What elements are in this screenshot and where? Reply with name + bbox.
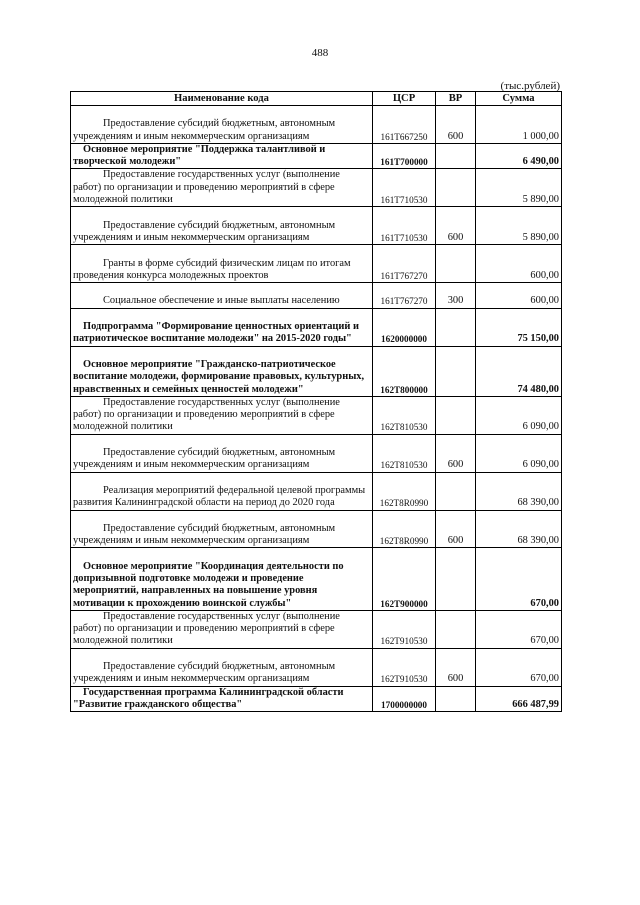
table-row [71,548,562,611]
row-name-cell: Предоставление субсидий бюджетным, автономным учреждениям и иным некоммерческим организациям [71,207,373,245]
row-name-cell: Реализация мероприятий федеральной целевой программы развития Калининградской области на период до 2020 года [71,472,373,510]
row-name-cell: Подпрограмма "Формирование ценностных ориентаций и патриотическое воспитание молодежи" на 2015-2020 годы" [71,308,373,346]
row-csr-cell: 162Т910530 [373,610,436,648]
header-name: Наименование кода [71,92,373,106]
row-vr-cell: 600 [436,510,476,548]
row-vr-cell [436,169,476,207]
row-vr-cell [436,472,476,510]
row-sum-cell: 5 890,00 [476,207,562,245]
row-name-cell: Предоставление субсидий бюджетным, автономным учреждениям и иным некоммерческим организациям [71,434,373,472]
table-row [71,686,562,712]
row-sum-cell: 6 490,00 [476,143,562,169]
row-name-cell: Основное мероприятие "Поддержка талантливой и творческой молодежи" [71,143,373,169]
header-csr: ЦСР [373,92,436,106]
row-csr-cell: 161Т700000 [373,143,436,169]
table-header-row [71,92,562,106]
table-row [71,396,562,434]
row-csr-cell: 161Т710530 [373,169,436,207]
row-csr-cell: 161Т767270 [373,283,436,309]
row-vr-cell [436,396,476,434]
row-csr-cell: 162Т810530 [373,396,436,434]
row-sum-cell: 5 890,00 [476,169,562,207]
table-row [71,283,562,309]
row-sum-cell: 74 480,00 [476,346,562,396]
row-name-cell: Предоставление субсидий бюджетным, автономным учреждениям и иным некоммерческим организациям [71,106,373,144]
row-csr-cell: 162Т8R0990 [373,472,436,510]
row-csr-cell: 162Т910530 [373,648,436,686]
row-name-cell: Предоставление государственных услуг (выполнение работ) по организации и проведению мероприятий в сфере молодежной политики [71,610,373,648]
row-name-cell: Основное мероприятие "Гражданско-патриотическое воспитание молодежи, формирование правовых, культурных, нравственных и семейных ценностей молодежи" [71,346,373,396]
budget-table [70,91,562,712]
row-sum-cell: 6 090,00 [476,434,562,472]
row-vr-cell: 600 [436,648,476,686]
table-row [71,169,562,207]
row-name-cell: Основное мероприятие "Координация деятельности по допризывной подготовке молодежи и проведение мероприятий, направленных на повышение уровня мотивации к прохождению воинской службы" [71,548,373,611]
table-row [71,472,562,510]
table-row [71,346,562,396]
row-vr-cell [436,308,476,346]
table-row [71,143,562,169]
table-body [71,106,562,712]
table-row [71,207,562,245]
row-sum-cell: 75 150,00 [476,308,562,346]
row-sum-cell: 6 090,00 [476,396,562,434]
row-sum-cell: 670,00 [476,610,562,648]
table-row [71,434,562,472]
row-vr-cell: 600 [436,207,476,245]
table-row [71,106,562,144]
row-vr-cell: 600 [436,106,476,144]
header-sum: Сумма [476,92,562,106]
row-csr-cell: 161Т767270 [373,245,436,283]
units-label: (тыс.рублей) [500,80,560,92]
header-vr: ВР [436,92,476,106]
row-name-cell: Предоставление государственных услуг (выполнение работ) по организации и проведению мероприятий в сфере молодежной политики [71,169,373,207]
row-csr-cell: 162Т810530 [373,434,436,472]
row-sum-cell: 600,00 [476,283,562,309]
row-csr-cell: 161Т710530 [373,207,436,245]
row-vr-cell [436,245,476,283]
row-name-cell: Гранты в форме субсидий физическим лицам по итогам проведения конкурса молодежных проектов [71,245,373,283]
row-csr-cell: 162Т800000 [373,346,436,396]
row-name-cell: Государственная программа Калининградской области "Развитие гражданского общества" [71,686,373,712]
row-sum-cell: 670,00 [476,548,562,611]
table-row [71,308,562,346]
row-name-cell: Социальное обеспечение и иные выплаты населению [71,283,373,309]
row-vr-cell [436,610,476,648]
row-sum-cell: 68 390,00 [476,472,562,510]
row-vr-cell [436,548,476,611]
row-vr-cell: 300 [436,283,476,309]
row-sum-cell: 1 000,00 [476,106,562,144]
table-row [71,510,562,548]
row-name-cell: Предоставление субсидий бюджетным, автономным учреждениям и иным некоммерческим организациям [71,510,373,548]
table-row [71,610,562,648]
row-name-cell: Предоставление государственных услуг (выполнение работ) по организации и проведению мероприятий в сфере молодежной политики [71,396,373,434]
page-number: 488 [311,47,329,59]
row-vr-cell [436,686,476,712]
row-sum-cell: 666 487,99 [476,686,562,712]
row-csr-cell: 1620000000 [373,308,436,346]
row-csr-cell: 161Т667250 [373,106,436,144]
row-csr-cell: 162Т900000 [373,548,436,611]
row-sum-cell: 68 390,00 [476,510,562,548]
row-sum-cell: 670,00 [476,648,562,686]
row-sum-cell: 600,00 [476,245,562,283]
row-csr-cell: 1700000000 [373,686,436,712]
table-row [71,245,562,283]
row-vr-cell [436,346,476,396]
row-csr-cell: 162Т8R0990 [373,510,436,548]
row-name-cell: Предоставление субсидий бюджетным, автономным учреждениям и иным некоммерческим организациям [71,648,373,686]
row-vr-cell: 600 [436,434,476,472]
table-row [71,648,562,686]
row-vr-cell [436,143,476,169]
